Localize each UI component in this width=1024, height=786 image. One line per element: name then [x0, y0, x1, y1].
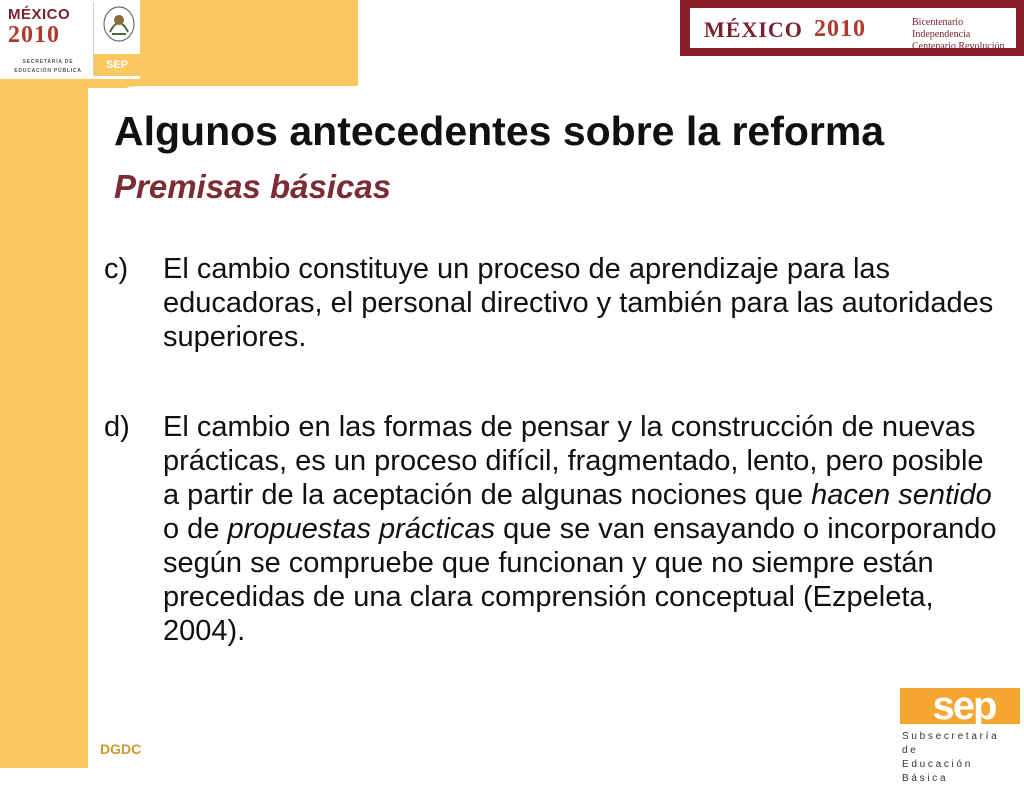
text-segment: o de	[163, 513, 228, 545]
subsecretaria-line-2: Educación Básica	[902, 759, 973, 784]
logo-year: 2010	[8, 22, 60, 48]
text-segment: que se van ensayando o incorporando según se compruebe que funcionan y que no siempre están precedidas de una clara comprensión conceptual (Ezpeleta, 2004).	[163, 513, 997, 647]
text-segment: El cambio en las formas de pensar y la construcción de nuevas prácticas, es un proceso difícil, fragmentado, lento, pero posible a partir de la aceptación de algunas nociones que	[163, 411, 984, 511]
banner-inner	[690, 8, 1016, 52]
list-item-c	[104, 252, 1004, 354]
mexico-2010-sep-logo	[0, 0, 140, 79]
italic-phrase: hacen sentido	[811, 479, 992, 511]
subsecretaria-text	[902, 730, 1020, 786]
orange-frame-left	[0, 0, 88, 768]
sep-badge: SEP	[94, 54, 140, 76]
slide-subtitle: Premisas básicas	[114, 168, 392, 205]
list-item-text: El cambio constituye un proceso de aprendizaje para las educadoras, el personal directivo y también para las autoridades superiores.	[163, 253, 994, 353]
national-seal-icon	[100, 4, 138, 48]
logo-secretaria-text: SECRETARÍA DE EDUCACIÓN PÚBLICA	[14, 59, 82, 74]
banner-mexico-word: MÉXICO	[704, 17, 803, 42]
banner-year: 2010	[814, 16, 866, 42]
list-marker: d)	[104, 411, 130, 443]
list-item-d	[104, 410, 1004, 648]
banner-line-1: Bicentenario Independencia	[912, 17, 971, 40]
logo-mexico-word: MÉXICO	[8, 6, 71, 23]
banner-subtitle	[912, 17, 1016, 53]
subsecretaria-logo	[896, 684, 1024, 784]
sep-logo-text: sep	[932, 684, 996, 728]
bicentenario-banner	[680, 0, 1024, 56]
sep-logo-mark	[900, 684, 1020, 728]
list-item-text	[163, 410, 1004, 648]
slide-title: Algunos antecedentes sobre la reforma	[114, 108, 885, 154]
list-marker: c)	[104, 253, 129, 285]
subsecretaria-line-1: Subsecretaría de	[902, 731, 1000, 756]
banner-line-2: Centenario Revolución	[912, 41, 1005, 52]
italic-phrase: propuestas prácticas	[227, 513, 496, 545]
footer-dgdc-label: DGDC	[100, 741, 142, 757]
